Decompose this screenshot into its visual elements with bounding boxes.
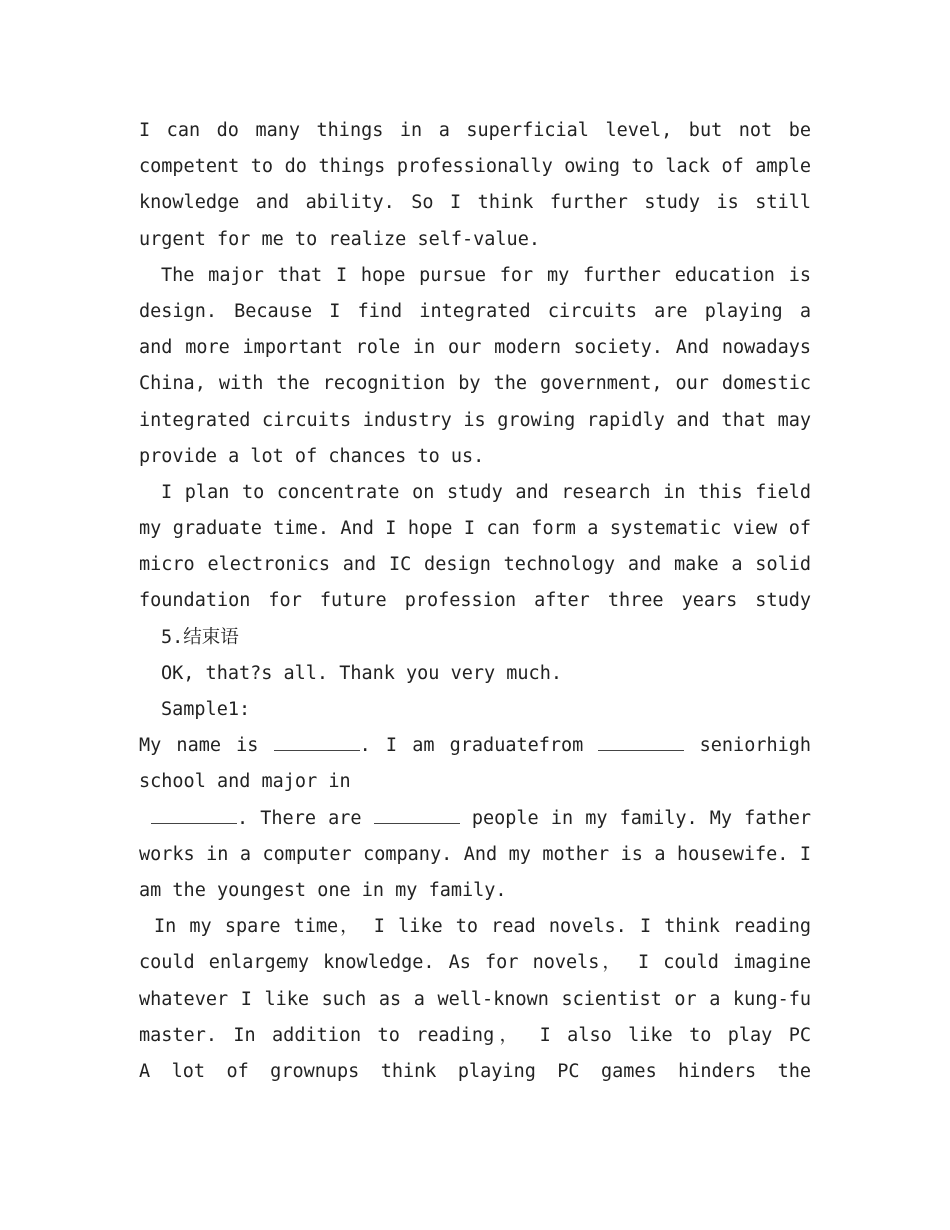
paragraph2-line: and more important role in our modern society. And nowadays: [139, 337, 811, 359]
name-blank: [274, 732, 360, 751]
intro-text: . There are: [237, 807, 362, 829]
paragraph3-line: I plan to concentrate on study and research in this field: [161, 481, 811, 503]
sample-hobby-line: whatever I like such as a well-known scientist or a kung-fu: [139, 988, 811, 1010]
paragraph2-line: provide a lot of chances to us.: [139, 445, 485, 467]
paragraph1-line: knowledge and ability. So I think further study is still: [139, 192, 811, 214]
intro-text: people in my family. My father: [471, 807, 811, 829]
sample-family-line: works in a computer company. And my mother is a housewife. I: [139, 843, 811, 865]
paragraph2-line: The major that I hope pursue for my further education is: [161, 264, 811, 286]
sample-hobby-line: could enlargemy knowledge. As for novels， I could imagine: [139, 952, 811, 974]
paragraph1-line: competent to do things professionally owing to lack of ample: [139, 156, 811, 178]
sample-intro-line: school and major in: [139, 771, 351, 793]
sample-family-line: am the youngest one in my family.: [139, 879, 507, 901]
paragraph1-line: I can do many things in a superficial level, but not be: [139, 120, 811, 141]
paragraph2-line: integrated circuits industry is growing rapidly and that may: [139, 409, 811, 431]
closing-line: OK, that?s all. Thank you very much.: [161, 662, 562, 684]
paragraph3-line: my graduate time. And I hope I can form a systematic view of: [139, 518, 811, 540]
paragraph1-line: urgent for me to realize self-value.: [139, 228, 540, 250]
sample-hobby-line: master. In addition to reading， I also like to play PC: [139, 1024, 811, 1046]
intro-text: seniorhigh: [699, 735, 811, 757]
sample-intro-line: [139, 728, 811, 764]
sample-label: Sample1:: [161, 699, 251, 720]
paragraph2-line: design. Because I find integrated circuits are playing a: [139, 300, 811, 322]
paragraph3-line: micro electronics and IC design technology and make a solid: [139, 554, 811, 576]
intro-text: . I am graduatefrom: [359, 735, 584, 757]
paragraph3-line: foundation for future profession after three years study: [139, 590, 811, 612]
school-blank: [598, 732, 684, 751]
sample-intro-line: [139, 801, 811, 837]
sample-hobby-line: In my spare time， I like to read novels. I think reading: [154, 916, 811, 938]
major-blank: [151, 805, 237, 824]
paragraph2-line: China, with the recognition by the government, our domestic: [139, 373, 811, 395]
document-body: [139, 113, 811, 1090]
sample-hobby-line: A lot of grownups think playing PC games hinders the: [139, 1060, 811, 1082]
intro-text: My name is: [139, 735, 259, 757]
section-heading: 5.结束语: [161, 626, 239, 648]
family-count-blank: [374, 805, 460, 824]
